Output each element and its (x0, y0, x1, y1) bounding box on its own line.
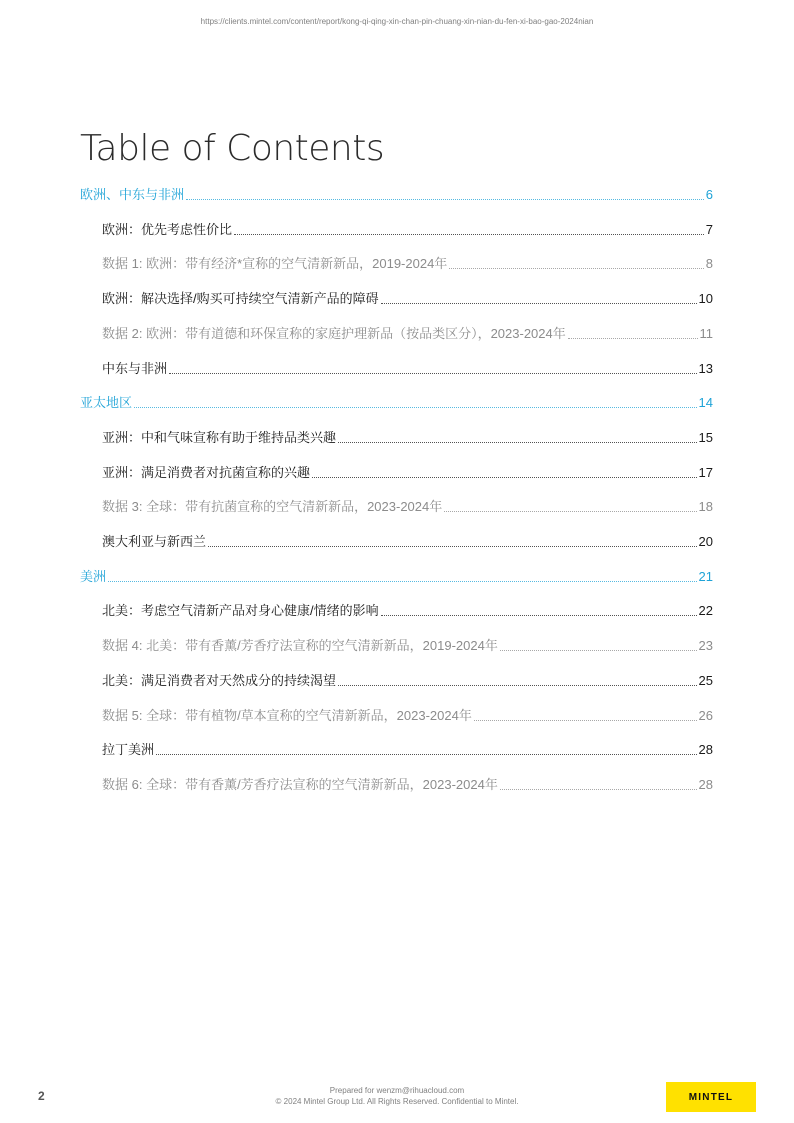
toc-entry-page: 6 (705, 187, 713, 202)
toc-entry-label: 欧洲：优先考虑性价比 (102, 221, 233, 237)
toc-figure-4[interactable] (102, 635, 713, 655)
toc-entry-page: 20 (698, 534, 713, 549)
toc-entry-page: 10 (698, 291, 713, 307)
toc-dot-leader (500, 650, 697, 651)
toc-dot-leader (444, 511, 696, 512)
toc-entry-europe-value[interactable] (102, 219, 713, 239)
toc-entry-label: 亚洲：满足消费者对抗菌宣称的兴趣 (102, 464, 311, 480)
toc-figure-2[interactable] (102, 323, 713, 343)
toc-dot-leader (568, 338, 698, 339)
copyright-text: © 2024 Mintel Group Ltd. All Rights Reserved. Confidential to Mintel. (275, 1097, 519, 1106)
toc-entry-page: 11 (699, 325, 713, 341)
toc-figure-1[interactable] (102, 253, 713, 273)
toc-entry-page: 15 (698, 429, 713, 445)
toc-entry-label: 数据 6: 全球：带有香薰/芳香疗法宣称的空气清新新品，2023-2024年 (102, 776, 498, 792)
toc-entry-label: 亚太地区 (80, 395, 133, 411)
toc-dot-leader (234, 234, 704, 235)
toc-figure-6[interactable] (102, 774, 713, 794)
toc-entry-page: 7 (705, 221, 713, 237)
toc-entry-label: 数据 4: 北美：带有香薰/芳香疗法宣称的空气清新新品，2019-2024年 (102, 638, 498, 654)
toc-dot-leader (449, 268, 703, 269)
toc-section-apac[interactable] (80, 392, 713, 412)
toc-entry-north-america-natural[interactable] (102, 670, 713, 690)
toc-entry-label: 北美：考虑空气清新产品对身心健康/情绪的影响 (102, 603, 379, 619)
toc-entry-australia-nz[interactable] (102, 531, 713, 551)
toc-entry-north-america-wellbeing[interactable] (102, 600, 713, 620)
toc-entry-label: 欧洲、中东与非洲 (80, 187, 185, 202)
toc-entry-page: 28 (698, 776, 713, 792)
toc-entry-asia-antibacterial[interactable] (102, 462, 713, 482)
toc-entry-label: 数据 5: 全球：带有植物/草本宣称的空气清新新品，2023-2024年 (102, 707, 472, 723)
toc-entry-page: 25 (698, 672, 713, 688)
toc-entry-middle-east-africa[interactable] (102, 358, 713, 378)
toc-entry-page: 13 (698, 360, 713, 376)
toc-section-emea[interactable] (80, 184, 713, 204)
toc-dot-leader (208, 546, 697, 547)
page-title: Table of Contents (80, 128, 385, 169)
prepared-for-text: Prepared for wenzm@rihuacloud.com (329, 1086, 465, 1095)
toc-entry-label: 亚洲：中和气味宣称有助于维持品类兴趣 (102, 429, 337, 445)
toc-entry-page: 28 (698, 742, 713, 758)
toc-dot-leader (108, 581, 697, 582)
toc-dot-leader (381, 303, 697, 304)
toc-figure-3[interactable] (102, 496, 713, 516)
toc-entry-latin-america[interactable] (102, 739, 713, 759)
toc-dot-leader (186, 199, 704, 200)
toc-entry-label: 澳大利亚与新西兰 (102, 534, 207, 549)
toc-dot-leader (500, 789, 697, 790)
toc-entry-page: 18 (698, 499, 713, 515)
toc-dot-leader (338, 685, 697, 686)
toc-dot-leader (474, 720, 697, 721)
toc-figure-5[interactable] (102, 705, 713, 725)
toc-entry-page: 23 (698, 638, 713, 654)
toc-entry-asia-odor[interactable] (102, 427, 713, 447)
toc-entry-page: 21 (698, 568, 713, 584)
toc-entry-label: 数据 3: 全球：带有抗菌宣称的空气清新新品，2023-2024年 (102, 499, 443, 515)
toc-dot-leader (169, 373, 697, 374)
toc-entry-label: 数据 2: 欧洲：带有道德和环保宣称的家庭护理新品（按品类区分），2023-2024年 (102, 325, 566, 341)
toc-dot-leader (338, 442, 697, 443)
toc-entry-label: 北美：满足消费者对天然成分的持续渴望 (102, 672, 337, 688)
toc-section-americas[interactable] (80, 566, 713, 586)
toc-entry-label: 中东与非洲 (102, 360, 168, 376)
toc-entry-page: 17 (698, 464, 713, 480)
toc-entry-label: 拉丁美洲 (102, 742, 155, 758)
toc-dot-leader (312, 477, 697, 478)
toc-entry-page: 22 (698, 603, 713, 619)
toc-entry-page: 8 (705, 256, 713, 272)
toc-entry-label: 欧洲：解决选择/购买可持续空气清新产品的障碍 (102, 291, 379, 307)
toc-dot-leader (156, 754, 697, 755)
toc-entry-label: 美洲 (80, 568, 107, 584)
toc-entry-page: 14 (698, 395, 713, 411)
mintel-logo: MINTEL (666, 1082, 756, 1112)
toc-dot-leader (381, 615, 697, 616)
page-number: 2 (38, 1089, 45, 1103)
toc-entry-europe-sustainable[interactable] (102, 288, 713, 308)
report-url: https://clients.mintel.com/content/report/kong-qi-qing-xin-chan-pin-chuang-xin-nian-du-fen-xi-bao-gao-2024nian (200, 17, 594, 26)
toc-entry-page: 26 (698, 707, 713, 723)
toc-dot-leader (134, 407, 697, 408)
toc-entry-label: 数据 1: 欧洲：带有经济*宣称的空气清新新品，2019-2024年 (102, 256, 448, 272)
